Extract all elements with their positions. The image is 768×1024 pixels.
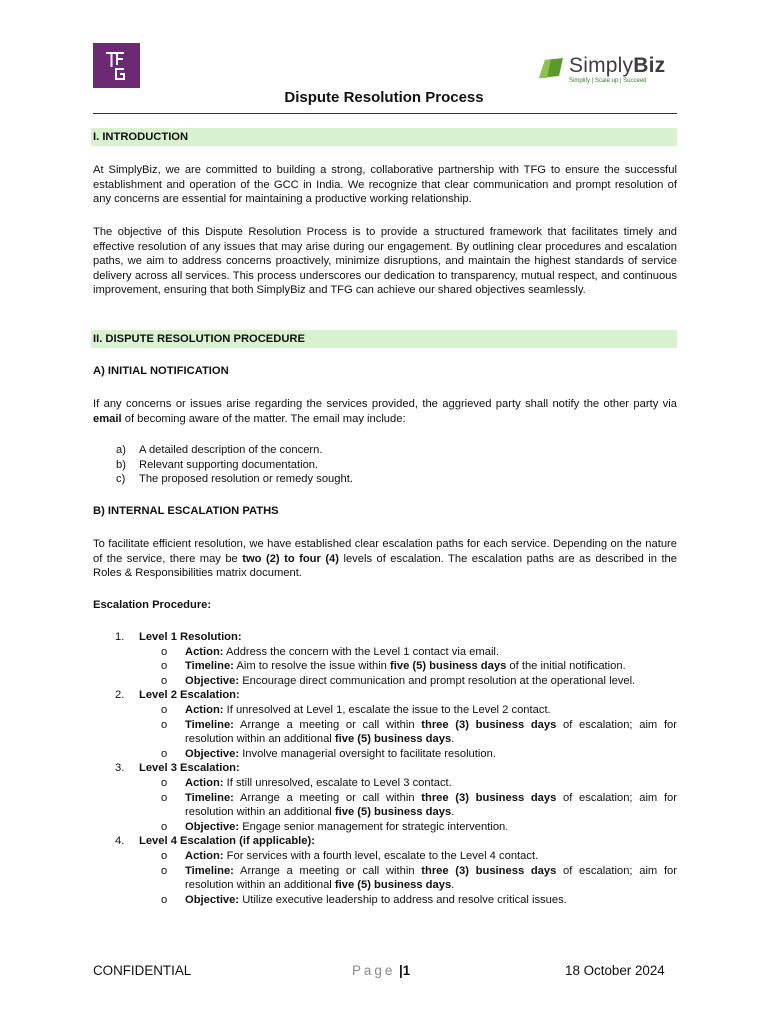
page-title: Dispute Resolution Process bbox=[284, 89, 484, 106]
simplybiz-mark-icon bbox=[537, 56, 565, 80]
notification-contents-list bbox=[93, 443, 677, 487]
level-4-action: o Action: For services with a fourth level, escalate to the Level 4 contact. bbox=[161, 849, 539, 862]
list-item: c) The proposed resolution or remedy sought. bbox=[116, 473, 353, 486]
level-2-objective: o Objective: Involve managerial oversight to facilitate resolution. bbox=[161, 747, 496, 760]
level-4-timeline: o Timeline: Arrange a meeting or call within three (3) business days of escalation; aim for resolution within an additional five (5) business days. bbox=[161, 864, 677, 892]
level-3-objective: o Objective: Engage senior management for strategic intervention. bbox=[161, 820, 509, 833]
list-item: a) A detailed description of the concern. bbox=[116, 444, 323, 456]
escalation-level-1: 1. Level 1 Resolution: bbox=[115, 631, 242, 643]
footer-page-number: Page |1 bbox=[352, 963, 411, 978]
level-1-action: o Action: Address the concern with the Level 1 contact via email. bbox=[161, 645, 500, 658]
title-divider bbox=[93, 113, 677, 114]
level-1-timeline: o Timeline: Aim to resolve the issue within five (5) business days of the initial notification. bbox=[161, 660, 626, 673]
level-2-timeline: o Timeline: Arrange a meeting or call within three (3) business days of escalation; aim for resolution within an additional five (5) business days. bbox=[161, 718, 677, 746]
footer-date: 18 October 2024 bbox=[565, 963, 665, 978]
level-4-objective: o Objective: Utilize executive leadership to address and resolve critical issues. bbox=[161, 893, 567, 906]
simplybiz-logo bbox=[537, 54, 677, 88]
level-1-objective: o Objective: Encourage direct communication and prompt resolution at the operational level. bbox=[161, 674, 636, 687]
intro-paragraph-2: The objective of this Dispute Resolution Process is to provide a structured framework that facilitates timely and effective resolution of any issues that may arise during our engagement. By outlining clear procedures and escalation paths, we aim to address concerns proactively, minimize disruptions, and maintain the highest standards of service delivery across all services. This process underscores our dedication to transparency, mutual respect, and continuous improvement, ensuring that both SimplyBiz and TFG can achieve our shared objectives seamlessly. bbox=[93, 226, 677, 297]
section-heading-introduction: I. INTRODUCTION bbox=[91, 128, 677, 146]
escalation-level-3: 3. Level 3 Escalation: bbox=[115, 762, 240, 775]
subheading-initial-notification: A) INITIAL NOTIFICATION bbox=[93, 365, 229, 377]
escalation-levels-list bbox=[93, 630, 677, 907]
simplybiz-wordmark: SimplyBiz bbox=[569, 54, 666, 77]
section-heading-procedure: II. DISPUTE RESOLUTION PROCEDURE bbox=[91, 330, 677, 348]
escalation-paths-paragraph: To facilitate efficient resolution, we have established clear escalation paths for each service. Depending on the nature of the service, there may be two (2) to four (4) levels of escalation. The escalation paths are as described in the Roles & Responsibilities matrix document. bbox=[93, 538, 678, 580]
level-3-timeline: o Timeline: Arrange a meeting or call within three (3) business days of escalation; aim for resolution within an additional five (5) business days. bbox=[161, 791, 677, 819]
footer-confidential: CONFIDENTIAL bbox=[93, 963, 192, 978]
list-item: b) Relevant supporting documentation. bbox=[116, 458, 319, 471]
initial-notification-paragraph: If any concerns or issues arise regarding the services provided, the aggrieved party shall notify the other party via email of becoming aware of the matter. The email may include: bbox=[93, 398, 677, 425]
level-3-action: o Action: If still unresolved, escalate to Level 3 contact. bbox=[161, 776, 452, 789]
simplybiz-tagline: Simplify | Scale up | Succeed bbox=[569, 78, 647, 84]
level-2-action: o Action: If unresolved at Level 1, escalate the issue to the Level 2 contact. bbox=[161, 703, 551, 716]
tfg-logo bbox=[93, 43, 140, 88]
subheading-escalation-procedure: Escalation Procedure: bbox=[93, 599, 212, 611]
escalation-level-4: 4. Level 4 Escalation (if applicable): bbox=[115, 835, 315, 848]
subheading-escalation-paths: B) INTERNAL ESCALATION PATHS bbox=[93, 505, 279, 517]
intro-paragraph-1: At SimplyBiz, we are committed to building a strong, collaborative partnership with TFG to ensure the successful establishment and operation of the GCC in India. We recognize that clear communication and prompt resolution of any concerns are essential for maintaining a productive working relationship. bbox=[93, 164, 677, 206]
escalation-level-2: 2. Level 2 Escalation: bbox=[115, 689, 240, 702]
